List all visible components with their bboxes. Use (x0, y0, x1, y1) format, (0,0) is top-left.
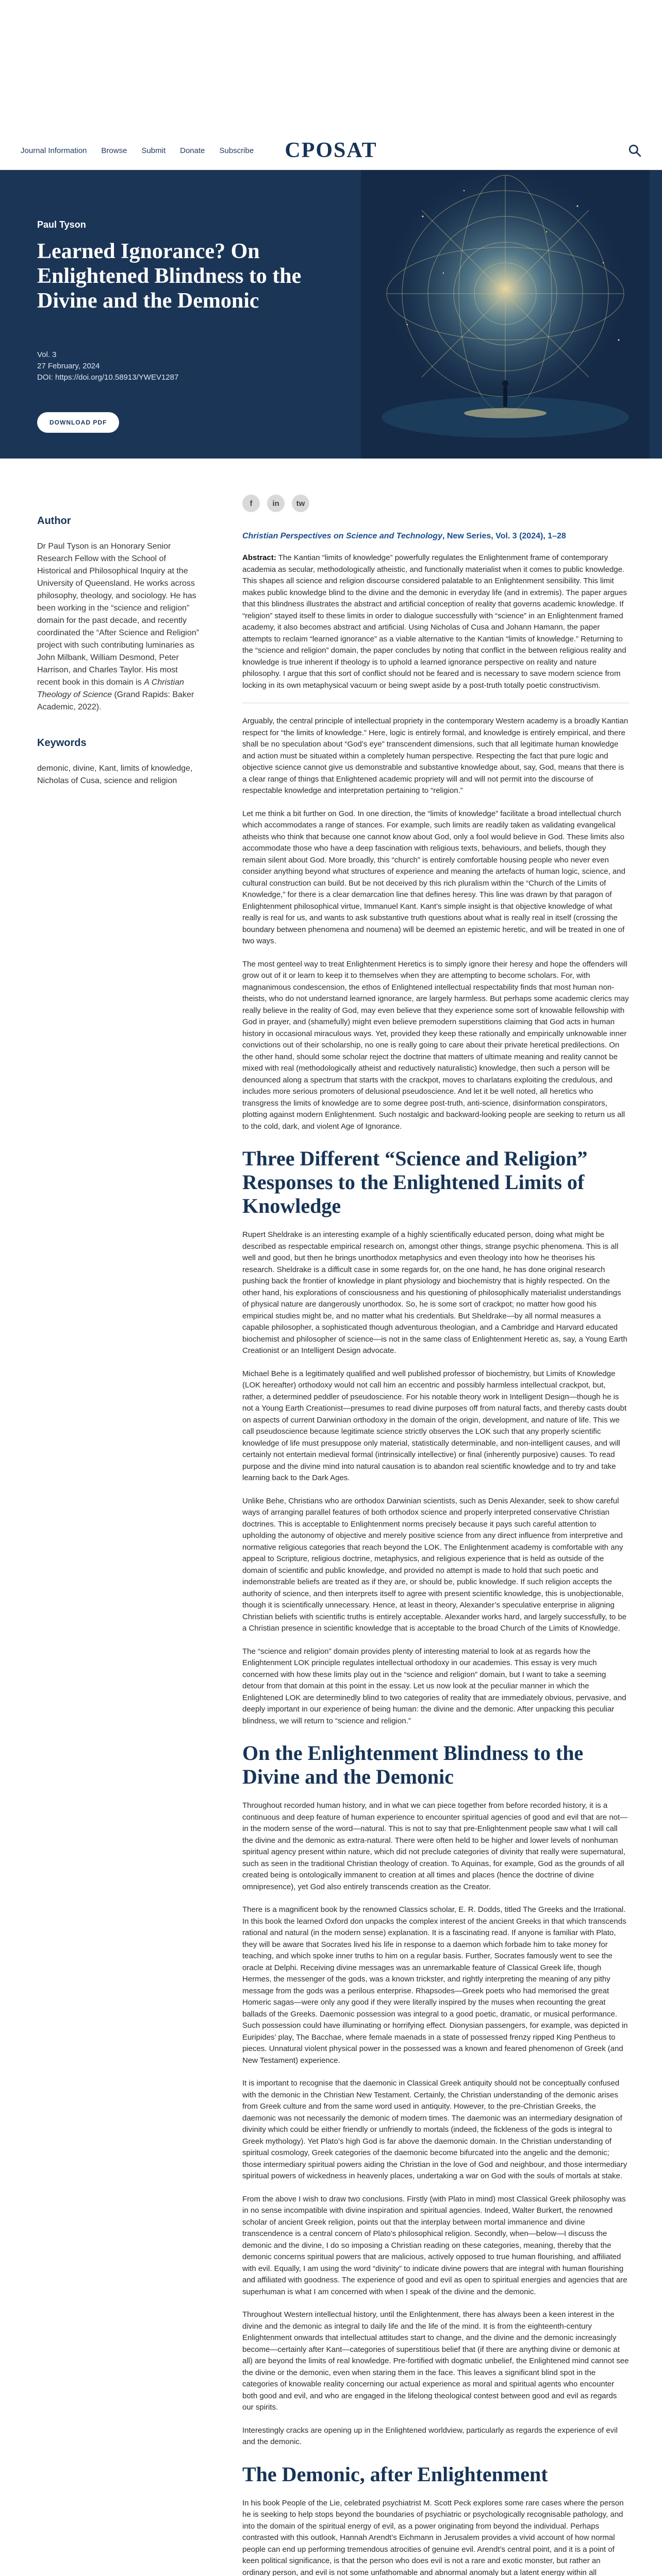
paragraph: From the above I wish to draw two conclusions. Firstly (with Plato in mind) most Classical Greek philosophy was in no sense incompatible with divine inspiration and spiritual agencies. Indeed, Walter Burkert, the renowned scholar of ancient Greek religion, points out that the interplay between mortal immanence and divine transcendence is a central concern of Plato’s philosophical religion. Secondly, when—below—I discuss the demonic and the divine, I do so imposing a Christian reading on these categories, meaning, thereby that the demonic concerns spiritual powers that are malicious, actively opposed to true human flourishing, and affiliated with evil. Equally, I am using the word “divinity” to indicate divine powers that are integral with human flourishing and affiliated with goodness. The experience of good and evil as open to spiritual energies and agencies that are superhuman is what I am concerned with when I speak of the divine and the demonic. (242, 2194, 627, 2296)
hero-illustration (361, 170, 650, 459)
doi-link[interactable]: DOI: https://doi.org/10.58913/YWEV1287 (37, 373, 179, 382)
facebook-share-icon[interactable]: f (242, 495, 260, 512)
paragraph: Interestingly cracks are opening up in the Enlightened worldview, particularly as regards the experience of evil and the demonic. (242, 2426, 618, 2446)
section-heading: Three Different “Science and Religion” Responses to the Enlightened Limits of Knowledge (242, 1147, 588, 1217)
paragraph: The “science and religion” domain provides plenty of interesting material to look at as regards how the Enlightenment LOK principle regulates intellectual orthodoxy in our academies. This essay is very much concerned with how these limits play out in the “science and religion” domain, but I want to take a seeming detour from that domain at this point in the essay. Let us now look at the peculiar manner in which the Enlightened LOK are determinedly blind to two categories of reality that are immediately obvious, pervasive, and deeply important in our experience of being human: the divine and the demonic. After unpacking this peculiar blindness, we will return to “science and religion.” (242, 1647, 626, 1725)
share-bar (242, 495, 629, 512)
paragraph: Rupert Sheldrake is an interesting example of a highly scientifically educated person, doing what might be described as respectable empirical research on, amongst other things, strange psychic phenomena. This is all well and good, but then he brings unorthodox metaphysics and even theology into how he theorises his research. Sheldrake is a difficult case in some regards for, on the one hand, he has done original research pushing back the frontier of knowledge in plant physiology and biochemistry that is highly respected. On the other hand, his explorations of consciousness and his questioning of philosophically materialist understandings of physical nature are dangerously unorthodox. So, he is some sort of crackpot; no matter how good his empirical studies might be, and no matter what his credentials. But Sheldrake—by all normal measures a capable philosopher, a sophisticated though adventurous theologian, and a Cambridge and Harvard educated biochemist and philosopher of science—is not in the same class of Enlightenment Heretic as, say, a Young Earth Creationist or an Intelligent Design advocate. (242, 1230, 627, 1355)
section-heading: On the Enlightenment Blindness to the Divine and the Demonic (242, 1741, 584, 1788)
author-bio: Dr Paul Tyson is an Honorary Senior Research Fellow with the School of Historical and Philosophical Inquiry at the University of Queensland. He works across philosophy, theology, and sociology. He has been working in the “science and religion” domain for the past decade, and recently coordinated the “After Science and Religion” project with such contributing luminaries as John Milbank, William Desmond, Peter Harrison, and Charles Taylor. His most recent book in this domain is A Christian Theology of Science (Grand Rapids: Baker Academic, 2022). (37, 542, 199, 711)
keywords-heading: Keywords (37, 737, 87, 749)
journal-citation: Christian Perspectives on Science and Technology, New Series, Vol. 3 (2024), 1–28 (242, 532, 566, 540)
paragraph: Throughout Western intellectual history, until the Enlightenment, there has always been a keen interest in the divine and the demonic as integral to daily life and the life of the mind. It is from the eighteenth-century Enlightenment onwards that intellectual attitudes start to change, and the divine and the demonic increasingly become—certainly after Kant—categories of superstitious belief that (if there are anything divine or demonic at all) are beyond the limits of real knowledge. Pre-fortified with dogmatic unbelief, the Enlightened mind cannot see the divine or the demonic, even when staring them in the face. This leaves a significant blind spot in the categories of knowable reality concerning our actual experience as moral and spiritual agents who encounter both good and evil, and who are engaged in the lifelong theological contest between good and evil as regards our spirits. (242, 2310, 629, 2412)
nav-links (21, 146, 254, 155)
paragraph: The most genteel way to treat Enlightenment Heretics is to simply ignore their heresy and hope the offenders will grow out of it or learn to keep it to themselves when they are attempting to become scholars. For, with magnanimous condescension, the ethos of Enlightened intellectual respectability finds that most human non-theists, who do not understand learned ignorance, are largely harmless. But perhaps some academic clerics may really believe in the reality of God, may even believe that they experience some sort of knowable fellowship with God in prayer, and (shamefully) might even believe premodern superstitions claiming that God acts in human history in occasional miraculous ways. Yet, provided they keep these rationally and empirically unknowable inner convictions out of their scholarship, no one is really going to care about their private heretical predilections. On the other hand, should some scholar reject the doctrine that matters of ultimate meaning and reality cannot be mixed with real (methodologically atheist and reductively naturalistic) knowledge, then such a person will be denounced along a spectrum that starts with the crackpot, moves to charlatans exploiting the credulous, and includes more serious promoters of delusional pseudoscience. And let it be well noted, all heretics who transgress the limits of knowledge are to some degree post-truth, anti-science, disinformation conspirators, plotting against modern Enlightenment. Such nostalgic and backward-looking people are seeking to return us all to the cold, dark, and violent Age of Ignorance. (242, 959, 629, 1131)
keywords-list: demonic, divine, Kant, limits of knowledge, Nicholas of Cusa, science and religion (37, 764, 193, 785)
search-icon[interactable] (628, 144, 641, 157)
article-hero (0, 170, 662, 459)
nav-subscribe[interactable]: Subscribe (219, 146, 254, 155)
article-content (0, 459, 662, 2576)
paragraph: Arguably, the central principle of intellectual propriety in the contemporary Western academy is a broadly Kantian respect for “the limits of knowledge.” Here, logic is entirely formal, and knowledge is entirely empirical, and there shall be no speculation about “God’s eye” transcendent dimensions, such that all legitimate human knowledge and action must be situated within a completely human perspective. Respecting the fact that pure logic and objective science cannot give us demonstrable and substantive knowledge about, say, God, means that there is a clear range of things that Enlightened academic propriety will and will not permit into the discourse of respectable knowledge and interpretation pertaining to “religion.” (242, 717, 628, 795)
nav-submit[interactable]: Submit (141, 146, 166, 155)
paragraph: In his book People of the Lie, celebrated psychiatrist M. Scott Peck explores some rare cases where the person he is seeking to help stops beyond the boundaries of psychiatric or psychologically recognisable pathology, and into the domain of the spiritual energy of evil, as a power originating from beyond the individual. Perhaps contrasted with this outlook, Hannah Arendt’s Eichmann in Jerusalem provides a vivid account of how normal people can end up performing tremendous atrocities of genuine evil. Arendt’s central point, and it is a point of keen political significance, is that the person who does evil is not a rare and exotic monster, but rather an ordinary person, and evil is not some unfathomable and abnormal anomaly but a latent energy within all (242, 2498, 624, 2576)
download-pdf-button[interactable]: DOWNLOAD PDF (37, 412, 119, 433)
paragraph: It is important to recognise that the daemonic in Classical Greek antiquity should not be conceptually confused with the demonic in the Christian New Testament. Certainly, the Christian understanding of the demonic arises from Greek culture and from the same word used in antiquity. However, to the pre-Christian Greeks, the daemonic was not necessarily the demonic of modern times. The daemonic was an intermediary designation of divinity which could be either friendly or unfriendly to mortals (indeed, the fickleness of the gods is integral to Greek mythology). Yet Plato’s high God is far above the daemonic domain. In the Christian understanding of spiritual cosmology, Greek categories of the daemonic become bifurcated into the angelic and the demonic; those intermediary spiritual powers aiding the Christian in the love of God and neighbour, and those intermediary spiritual powers of wickedness in heavenly places, undertaking a war on God with the souls of mortals at stake. (242, 2079, 627, 2180)
paragraph: Throughout recorded human history, and in what we can piece together from before recorded history, it is a continuous and deep feature of human experience to encounter spiritual agencies of good and evil that are not—in the modern sense of the word—natural. This is not to say that pre-Enlightenment people saw what I will call the divine and the demonic as extra-natural. There were often held to be higher and lower levels of nonhuman spiritual agency present within nature, which did not preclude categories of divinity that really were supernatural, such as seen in the traditional Christian theology of creation. To Aquinas, for example, God as the grounds of all created being is ontologically immanent to creation at all times and places (hence the doctrine of divine omnipresence), yet God also entirely transcends creation as the Creator. (242, 1801, 628, 1891)
nav-donate[interactable]: Donate (180, 146, 205, 155)
paragraph: Unlike Behe, Christians who are orthodox Darwinian scientists, such as Denis Alexander, seek to show careful ways of arranging parallel features of both orthodox science and properly interpreted conservative Christian doctrines. This is acceptable to Enlightenment norms precisely because it pays such careful attention to upholding the autonomy of objective and merely positive science from any direct influence from interpretive and normative religious categories that reach beyond the LOK. The Enlightenment academy is comfortable with any appeal to Scripture, religious doctrine, metaphysics, and religious experience that is held as outside of the domain of scientific and public knowledge, and provided no attempt is made to hold that such poetic and indemonstrable beliefs are treated as if they are, or should be, public knowledge. If such religion accepts the authority of science, and then interprets itself to agree with present scientific knowledge, this is unobjectionable, though it is scientifically unnecessary. Hence, at least in theory, Alexander’s speculative enterprise in aligning Christian beliefs with scientific truths is entirely acceptable. Alexander works hard, and largely successfully, to be a Christian presence in scientific knowledge that is acceptable to the broad Church of the Limits of Knowledge. (242, 1496, 627, 1633)
nav-browse[interactable]: Browse (101, 146, 127, 155)
linkedin-share-icon[interactable]: in (267, 495, 285, 512)
article-main (242, 495, 629, 2576)
site-logo[interactable]: CPOSAT (285, 139, 377, 162)
author-heading: Author (37, 515, 71, 527)
paragraph: Michael Behe is a legitimately qualified and well published professor of biochemistry, but Limits of Knowledge (LOK hereafter) orthodoxy would not call him an eccentric and possibly harmless intellectual crackpot, but, rather, a determined peddler of pseudoscience. For his notable theory work in Intelligent Design—though he is not a Young Earth Creationist—presumes to read divine purposes off from natural facts, and thereby casts doubt on aspects of current Darwinian orthodoxy in the domain of the origin, development, and nature of life. This we call pseudoscience because legitimate science strictly observes the LOK such that any properly scientific knowledge of life must presuppose only material, statistically determinable, and non-intelligent causes, and will certainly not entertain medieval formal (intrinsically intellective) or final (inherently purposive) causes. To read purpose and the divine mind into natural causation is to abandon real scientific knowledge and to try and take learning back to the Dark Ages. (242, 1369, 627, 1482)
hero-author[interactable]: Paul Tyson (37, 219, 86, 230)
twitter-share-icon[interactable]: tw (292, 495, 309, 512)
nav-journal-information[interactable]: Journal Information (21, 146, 87, 155)
sidebar (37, 515, 202, 811)
section-heading: The Demonic, after Enlightenment (242, 2462, 548, 2486)
site-header (0, 0, 662, 170)
volume: Vol. 3 (37, 350, 57, 359)
article-title: Learned Ignorance? On Enlightened Blindness to the Divine and the Demonic (37, 240, 302, 313)
publish-date: 27 February, 2024 (37, 362, 100, 370)
hero-meta (37, 349, 178, 383)
header-bar (21, 140, 641, 161)
paragraph: There is a magnificent book by the renowned Classics scholar, E. R. Dodds, titled The Greeks and the Irrational. In this book the learned Oxford don unpacks the complex interest of the ancient Greeks in that which transcends rational and natural (in the modern sense) explanation. It is a fascinating read. If anyone is familiar with Plato, they will be aware that Socrates lived his life in response to a daemon which forbade him to take money for teaching, and which spoke inner truths to him on a regular basis. Further, Socrates famously went to see the oracle at Delphi. Receiving divine messages was an unremarkable feature of Classical Greek life, though Hermes, the messenger of the gods, was a known trickster, and rightly interpreting the meaning of any pithy message from the gods was a perilous enterprise. Rhapsodes—Greek poets who had memorised the great Homeric sagas—were only any good if they were literally inspired by the muses when recounting the great ballads of the Greeks. Daemonic possession was integral to a good poetic, dramatic, or musical performance. Such possession could have illuminating or horrifying effect. Dionysian passengers, for example, was depicted in Euripides’ play, The Bacchae, where female maenads in a state of possessed frenzy ripped King Pentheus to pieces. Unnatural violent physical power in the possessed was a known and feared phenomenon of Greek (and New Testament) experience. (242, 1905, 628, 2065)
abstract: Abstract: The Kantian “limits of knowledge” powerfully regulates the Enlightenment frame of contemporary academia as secular, methodologically atheistic, and functionally materialist when it comes to public knowledge. This shapes all science and religion discourse considered palatable to an Enlightenment sensibility. This limit makes public knowledge blind to the divine and the demonic in everyday life (and in extremis). The paper argues that this blindness illustrates the abstract and artificial conception of reality that governs academic knowledge. If “religion” stayed itself to these limits in order to dialogue successfully with “science” in an Enlightenment framed academy, it also becomes abstract and artificial. Using Nicholas of Cusa and Johann Hamann, the paper attempts to reclaim “learned ignorance” as a viable alternative to the Kantian “limits of knowledge.” Returning to the “science and religion” domain, the paper concludes by noting that conflict in the between religious reality and knowledge is true inherent if theology is to uphold a learned ignorance perspective on reality and nature philosophy. I argue that this sort of conflict should not be feared and is necessary to save modern science from locking in its own metaphysical vacuum or being swept aside by a post-truth totally poetic constructivism. (242, 553, 627, 690)
paragraph: Let me think a bit further on God. In one direction, the “limits of knowledge” facilitate a broad intellectual church which accommodates a range of stances. For example, such limits are readily taken as validating evangelical atheists who think that because one cannot know about God, only a fool would believe in God. These limits also accommodate those who have a deep fascination with religious texts, behaviours, and beliefs, though they remain silent about God. More broadly, this “church” is entirely comfortable housing people who never even consider anything beyond what structures of experience and meaning the artefacts of human logic, science, and cultural construction can build. But be not deceived by this rich pluralism within the “Church of the Limits of Knowledge,” for there is a clear demarcation line that defines heresy. This line was drawn by that paragon of Enlightenment philosophical virtue, Immanuel Kant. Kant’s simple insight is that objective knowledge of what really is real for us, and wants to ask substantive truth questions about what is really real in itself (crossing the boundary between phenomena and noumena) will be deemed an epistemic heretic, and will be treated in one of two ways. (242, 809, 625, 945)
